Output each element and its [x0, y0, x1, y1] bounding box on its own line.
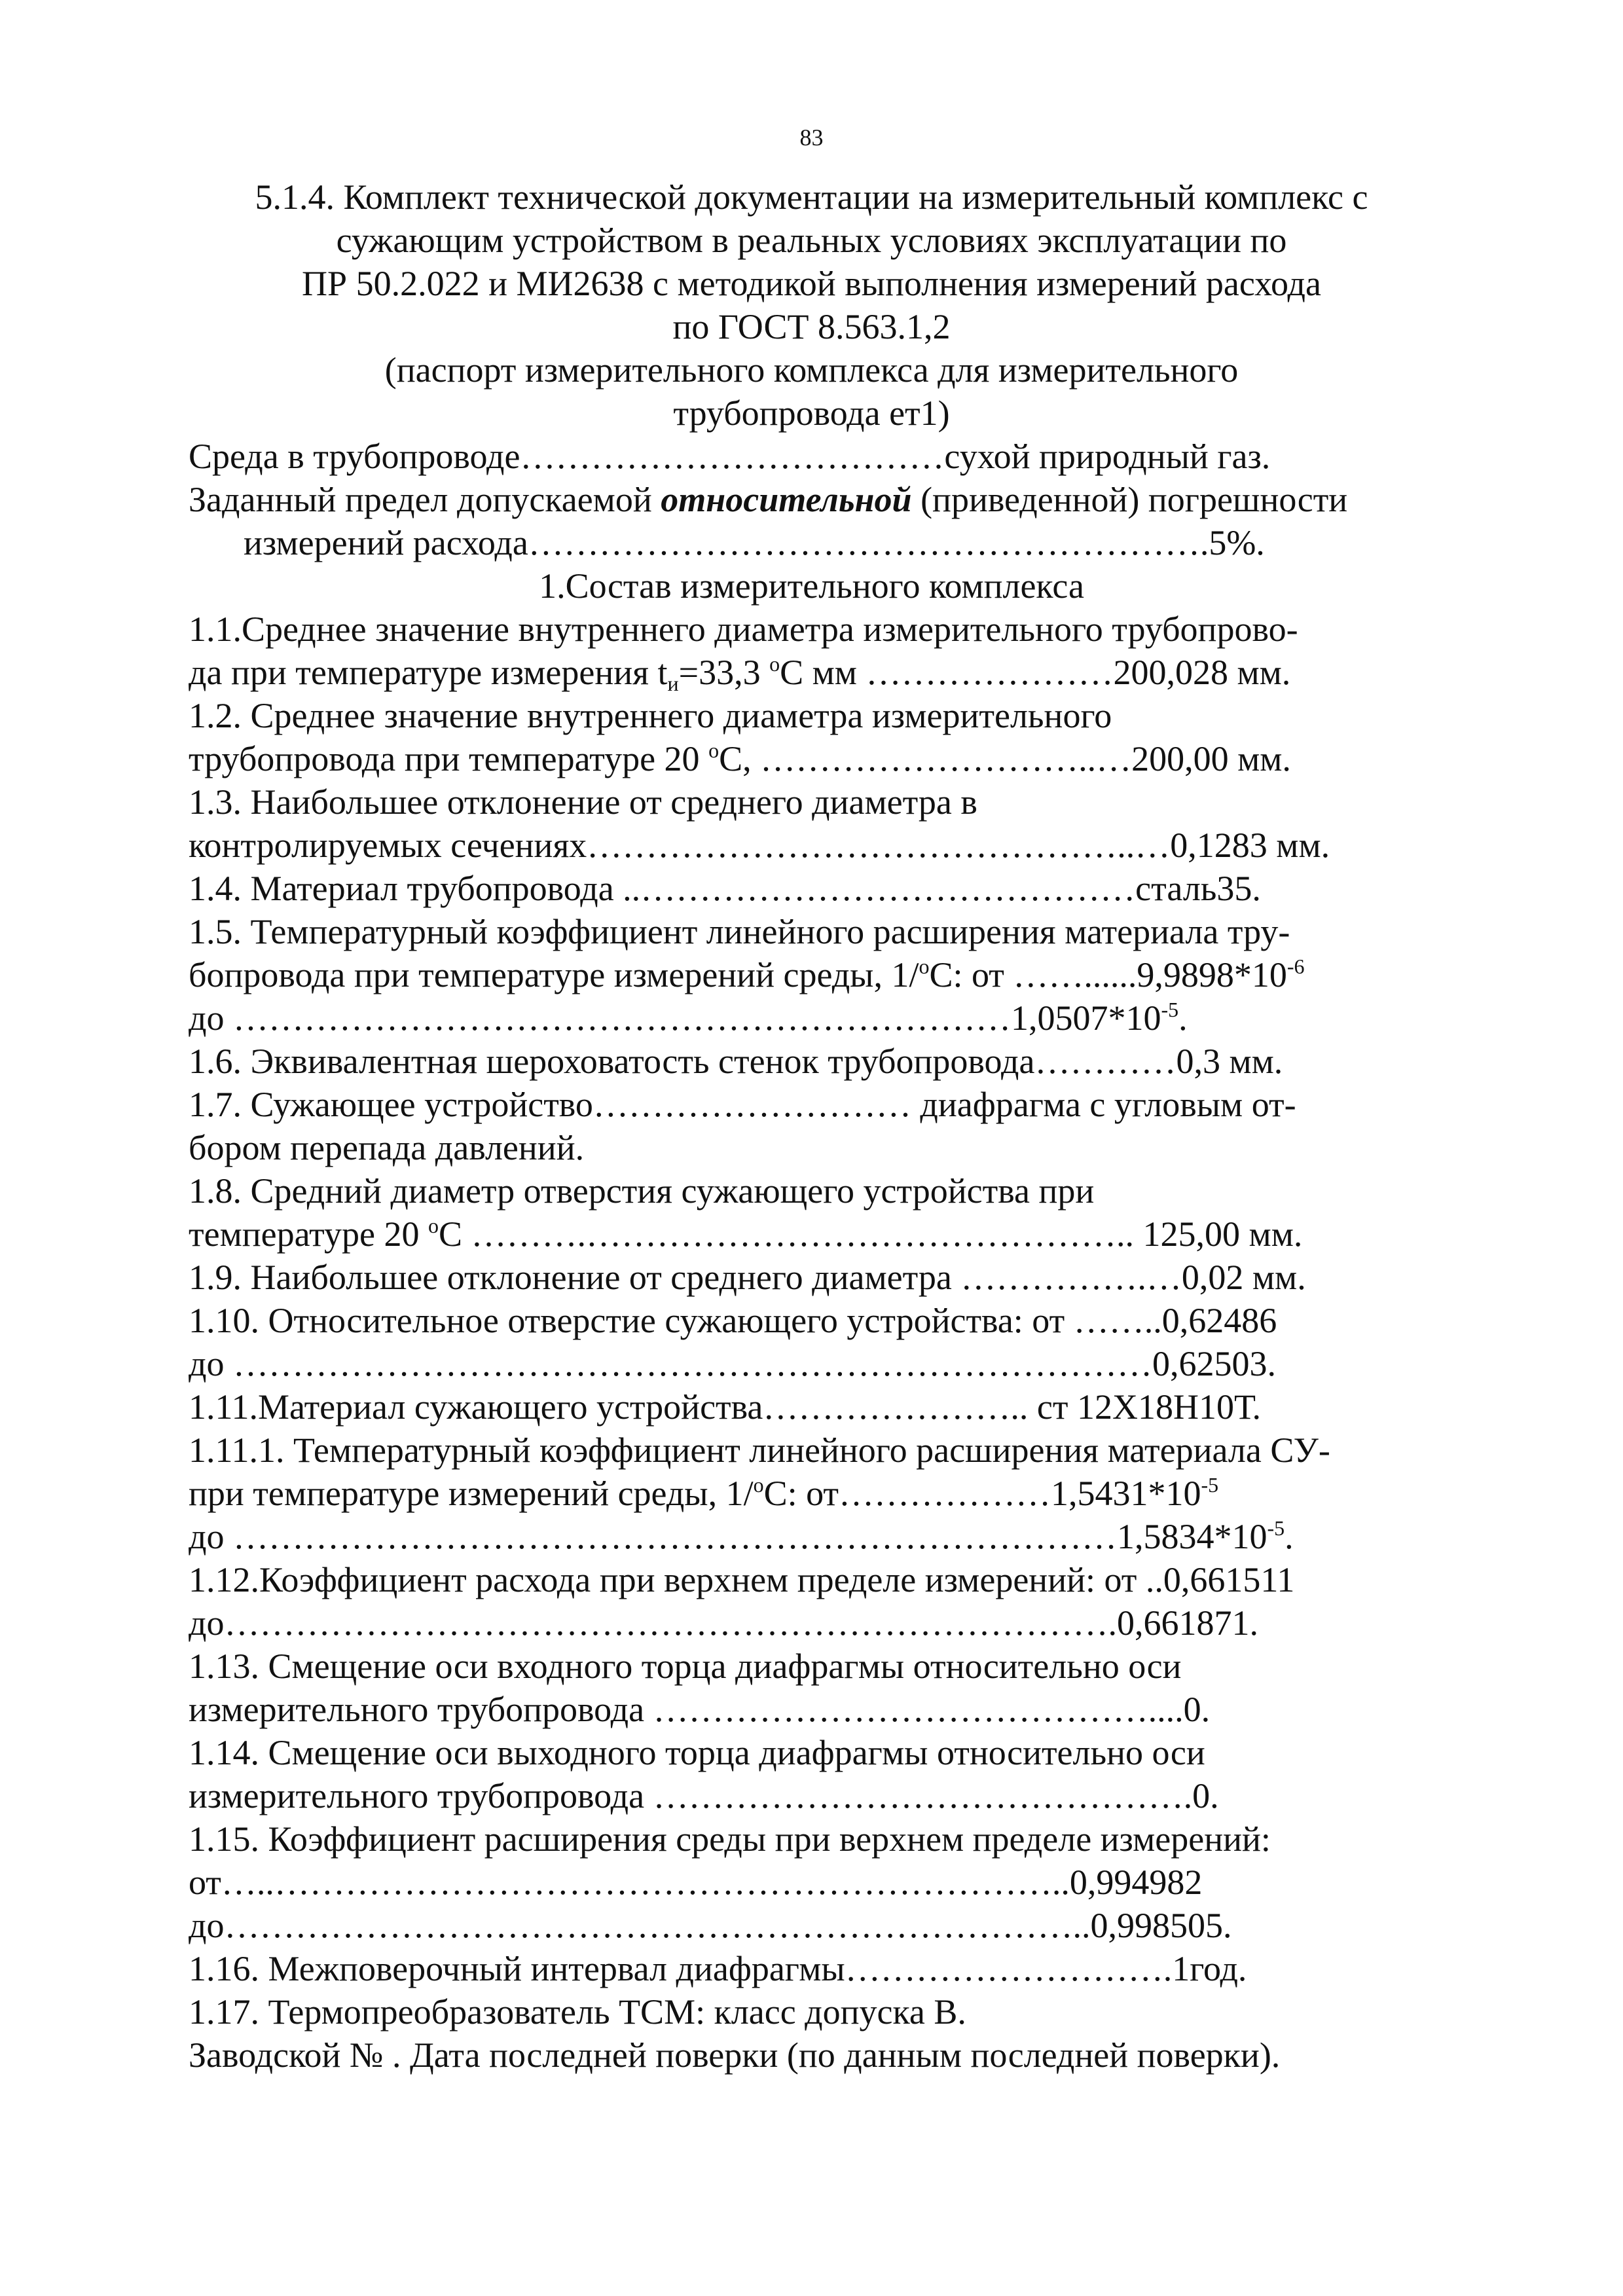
text-fragment: С, ………………………..…200,00 мм.	[719, 739, 1291, 778]
medium-line: Среда в трубопроводе………………………………сухой природный газ.	[189, 437, 1271, 476]
text-fragment: С ……….……………………………………….. 125,00 мм.	[439, 1214, 1303, 1254]
item-line: 1.16. Межповерочный интервал диафрагмы……………………….1год.	[189, 1949, 1247, 1988]
item-line: контролируемых сечениях………………………………………..…0,1283 мм.	[189, 826, 1330, 865]
text-fragment: .	[1285, 1517, 1294, 1556]
item-line: 1.13. Смещение оси входного торца диафрагмы относительно оси	[189, 1647, 1182, 1686]
item-line	[189, 1212, 1302, 1256]
item-line: 1.5. Температурный коэффициент линейного расширения материала тру-	[189, 912, 1290, 951]
factory-number-line: Заводской № . Дата последней поверки (по данным последней поверки).	[189, 2035, 1281, 2075]
superscript: о	[708, 738, 720, 762]
text-fragment: =33,3	[678, 653, 770, 692]
superscript: о	[753, 1473, 764, 1497]
item-line: 1.11.1. Температурный коэффициент линейного расширения материала СУ-	[189, 1430, 1330, 1470]
text-fragment: бопровода при температуре измерений среды, 1/	[189, 955, 919, 994]
item-line: 1.1.Среднее значение внутреннего диаметра измерительного трубопрово-	[189, 610, 1298, 649]
text-fragment: до …………………………………………………………1,0507*10	[189, 998, 1161, 1038]
heading-line: (паспорт измерительного комплекса для измерительного	[384, 350, 1239, 390]
item-line: 1.9. Наибольшее отклонение от среднего диаметра …………….…0,02 мм.	[189, 1258, 1306, 1297]
page-number: 83	[799, 124, 824, 151]
superscript: -5	[1267, 1516, 1285, 1540]
superscript: o	[769, 652, 780, 676]
item-line: 1.7. Сужающее устройство……………………… диафрагма с угловым от-	[189, 1085, 1296, 1124]
error-limit-line: измерений расхода………………………………………………….5%.	[244, 523, 1265, 562]
text-fragment: трубопровода при температуре 20	[189, 739, 709, 778]
text-fragment: Заданный предел допускаемой	[189, 480, 661, 519]
item-line: измерительного трубопровода ……………………………………….0.	[189, 1776, 1219, 1815]
text-fragment: (приведенной) погрешности	[911, 480, 1348, 519]
item-line: 1.4. Материал трубопровода ..……………………………………сталь35.	[189, 869, 1261, 908]
item-line: до ……………………………………………………………………0,62503.	[189, 1344, 1276, 1383]
section-title: 1.Состав измерительного комплекса	[539, 566, 1084, 606]
superscript: -5	[1161, 998, 1179, 1021]
text-fragment: до …………………………………………………………………1,5834*10	[189, 1517, 1267, 1556]
item-line	[189, 651, 1290, 694]
item-line	[189, 996, 1188, 1040]
text-fragment: при температуре измерений среды, 1/	[189, 1474, 754, 1513]
item-line: 1.6. Эквивалентная шероховатость стенок трубопровода…………0,3 мм.	[189, 1042, 1283, 1081]
superscript: о	[428, 1214, 439, 1237]
item-line: 1.3. Наибольшее отклонение от среднего диаметра в	[189, 782, 977, 822]
item-line: до………………………………………………………………….0,661871.	[189, 1603, 1258, 1643]
text-fragment: температуре 20	[189, 1214, 429, 1254]
text-fragment: С: от………………1,5431*10	[763, 1474, 1201, 1513]
item-line: 1.12.Коэффициент расхода при верхнем пределе измерений: от ..0,661511	[189, 1560, 1295, 1599]
item-line: 1.10. Относительное отверстие сужающего устройства: от ……..0,62486	[189, 1301, 1277, 1340]
text-fragment: .	[1178, 998, 1188, 1038]
item-line: 1.15. Коэффициент расширения среды при верхнем пределе измерений:	[189, 1819, 1271, 1859]
superscript: -5	[1201, 1473, 1219, 1497]
item-line: 1.17. Термопреобразователь ТСМ: класс допуска В.	[189, 1992, 966, 2032]
heading-line: ПР 50.2.022 и МИ2638 с методикой выполнения измерений расхода	[302, 264, 1321, 303]
error-limit-line	[189, 478, 1347, 521]
superscript: -6	[1286, 955, 1305, 978]
item-line	[189, 953, 1305, 996]
item-line: от…..…………………………………………………………..0,994982	[189, 1863, 1203, 1902]
heading-line: по ГОСТ 8.563.1,2	[672, 307, 951, 346]
superscript: о	[919, 955, 930, 978]
item-line: измерительного трубопровода ……………………………………....0.	[189, 1690, 1211, 1729]
item-line: 1.8. Средний диаметр отверстия сужающего устройства при	[189, 1171, 1095, 1211]
heading-line: сужающим устройством в реальных условиях эксплуатации по	[336, 221, 1287, 260]
text-fragment: С: от ……......9,9898*10	[929, 955, 1287, 994]
item-line	[189, 1515, 1294, 1558]
emphasis-text: относительной	[661, 480, 912, 519]
item-line: 1.2. Среднее значение внутреннего диаметра измерительного	[189, 696, 1112, 735]
item-line: 1.11.Материал сужающего устройства………………….. ст 12Х18Н10Т.	[189, 1387, 1262, 1427]
heading-line: трубопровода ет1)	[673, 393, 950, 433]
text-fragment: да при температуре измерения t	[189, 653, 668, 692]
item-line: до………………………………………………………………..0,998505.	[189, 1906, 1232, 1945]
item-line: 1.14. Смещение оси выходного торца диафрагмы относительно оси	[189, 1733, 1205, 1772]
item-line	[189, 737, 1291, 780]
subscript: и	[667, 672, 679, 695]
text-fragment: С мм …………………200,028 мм.	[780, 653, 1291, 692]
heading-line: 5.1.4. Комплект технической документации на измерительный комплекс с	[255, 177, 1368, 217]
item-line: бором перепада давлений.	[189, 1128, 585, 1167]
item-line	[189, 1472, 1218, 1515]
